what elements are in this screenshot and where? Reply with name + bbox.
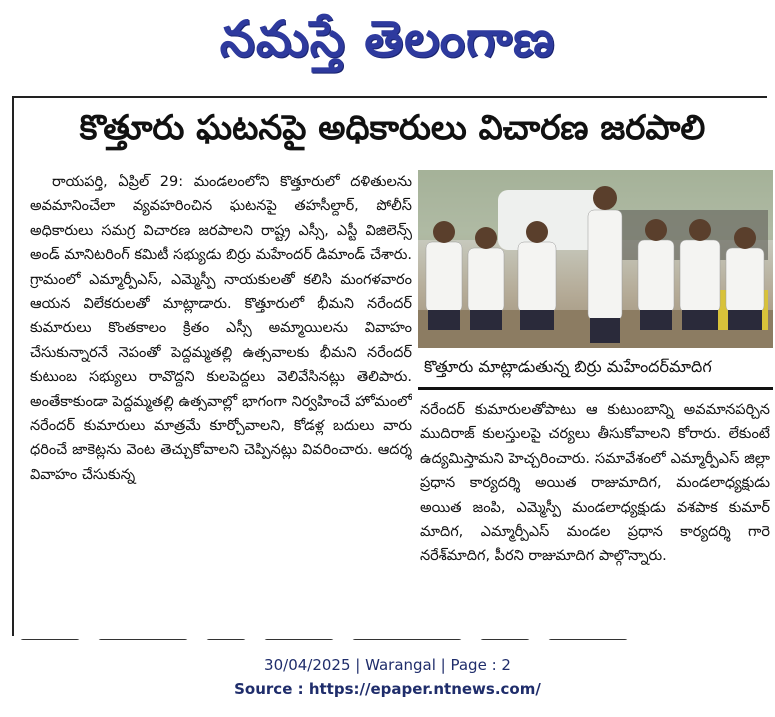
photo-caption: కొత్తూరు మాట్లాడుతున్న బిర్రు మహేందర్‌మాదిగ	[418, 350, 773, 390]
newspaper-logo: నమస్తే తెలంగాణ	[219, 9, 556, 68]
left-divider	[12, 96, 14, 636]
group-photo-illustration	[418, 170, 773, 348]
masthead	[0, 0, 775, 90]
top-divider	[12, 96, 767, 98]
article-body-right	[420, 398, 770, 618]
source-info: Source : https://epaper.ntnews.com/	[234, 680, 541, 698]
article-photo	[418, 170, 773, 348]
article-body-left	[30, 170, 412, 625]
article-paragraph-right: నరేందర్ కుమారులతోపాటు ఆ కుటుంబాన్ని అవమానపర్చిన ముదిరాజ్ కులస్తులపై చర్యలు తీసుకోవాలని కోరారు. లేకుంటే ఉద్యమిస్తామని హెచ్చరించారు. సమావేశంలో ఎమ్మార్పీఎస్ జిల్లా ప్రధాన కార్యదర్శి అయిత రాజుమాదిగ, మండలాధ్యక్షుడు అయిత జంపి, ఎమ్మెస్పీ మండలాధ్యక్షుడు వశపాక కుమార్ మాదిగ, ఎమ్మార్పీఎస్ మండల ప్రధాన కార్యదర్శి గారె నరేశ్‌మాదిగ, పీరని రాజుమాదిగ పాల్గొన్నారు.	[420, 402, 770, 565]
edition-info: 30/04/2025 | Warangal | Page : 2	[264, 656, 511, 674]
article-paragraph-left: రాయపర్తి, ఏప్రిల్ 29: మండలంలోని కొత్తూరులో దళితులను అవమానించేలా వ్యవహరించిన ఘటనపై తహసీల్దార్, పోలీస్ అధికారులు సమగ్ర విచారణ జరపాలని రాష్ట్ర ఎస్సీ, ఎస్టీ విజిలెన్స్ అండ్ మానిటరింగ్ కమిటీ సభ్యుడు బిర్రు మహేందర్ డిమాండ్ చేశారు. గ్రామంలో ఎమ్మార్పీఎస్, ఎమ్మెస్పీ నాయకులతో కలిసి మంగళవారం ఆయన విలేకరులతో మాట్లాడారు. కొత్తూరులో భీమని నరేందర్ కుమారులు కొంతకాలం క్రితం ఎస్సీ అమ్మాయిలను వివాహం చేసుకున్నారనే నెపంతో పెద్దమ్మతల్లి ఉత్సవాలకు భీమని నరేందర్ కుటుంబ సభ్యులు రావొద్దని కులపెద్దలు వెలివేసినట్లు తెలిపారు. అంతేకాకుండా పెద్దమ్మతల్లి ఉత్సవాల్లో భాగంగా నిర్వహించే హోమంలో నరేందర్ కుమారులు మాత్రమే కూర్చోవాలని, కోడళ్ల బదులు వారు ధరించే జాకెట్లను వెంట తెచ్చుకోవాలని చెప్పినట్లు వివరించారు. ఆదర్శ వివాహం చేసుకున్న	[30, 174, 412, 483]
next-article-cutoff	[20, 630, 770, 640]
article-headline: కొత్తూరు ఘటనపై అధికారులు విచారణ జరపాలి	[79, 108, 706, 148]
